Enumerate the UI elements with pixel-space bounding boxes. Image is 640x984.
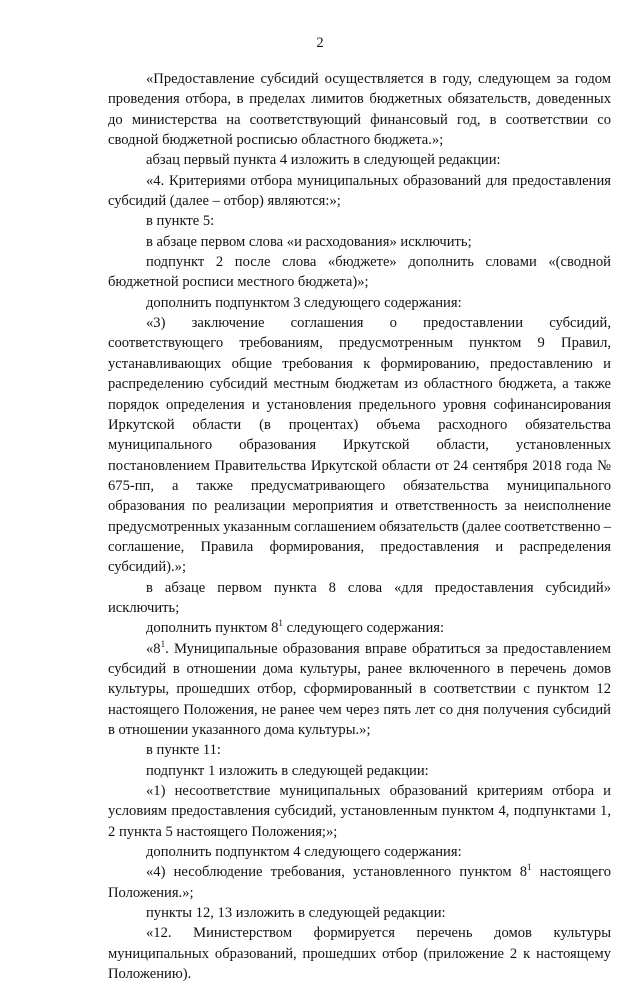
paragraph-12: в пункте 11: xyxy=(146,742,221,759)
paragraph-11-after: . Муниципальные образования вправе обратиться за предоставлением субсидий в отношении дома культуры, ранее включенного в перечень домов культуры, прошедших отбор, сформированный в соответствии с пунктом 12 настоящего Положения, не ранее чем через пять лет со дня получения субсидий в отношении указанного дома культуры.»; xyxy=(108,640,611,738)
superscript: 1 xyxy=(527,862,532,873)
paragraph-1: «Предоставление субсидий осуществляется в году, следующем за годом проведения отбора, в пределах лимитов бюджетных обязательств, доведенных до министерства на соответствующий финансовый год, в соответствии со сводной бюджетной росписью областного бюджета.»; xyxy=(108,71,611,149)
paragraph-14: «1) несоответствие муниципальных образований критериям отбора и условиям предоставления субсидий, установленным пунктом 4, подпунктами 1, 2 пункта 5 настоящего Положения;»; xyxy=(108,783,611,840)
paragraph-3: «4. Критериями отбора муниципальных образований для предоставления субсидий (далее – отбор) являются:»; xyxy=(108,172,611,210)
paragraph-7: дополнить подпунктом 3 следующего содержания: xyxy=(146,294,462,311)
paragraph-17: пункты 12, 13 изложить в следующей редакции: xyxy=(146,905,446,922)
paragraph-4: в пункте 5: xyxy=(146,213,215,230)
paragraph-5: в абзаце первом слова «и расходования» исключить; xyxy=(146,233,472,250)
paragraph-16-before: «4) несоблюдение требования, установленного пунктом 8 xyxy=(146,864,528,881)
page-number: 2 xyxy=(316,35,324,51)
paragraph-13: подпункт 1 изложить в следующей редакции: xyxy=(146,762,429,779)
document-body xyxy=(108,69,611,984)
paragraph-8: «3) заключение соглашения о предоставлении субсидий, соответствующего требованиям, предусмотренным пунктом 9 Правил, устанавливающих общие требования к формированию, предоставлению и распределению субсидий местным бюджетам из областного бюджета, а также порядок определения и установления предельного уровня софинансирования Иркутской области (в процентах) объема расходного обязательства муниципального образования Иркутской области, установленных постановлением Правительства Иркутской области от 24 сентября 2018 года № 675-пп, а также предусматривающего обязательства муниципального образования по реализации мероприятия и ответственность за неисполнение предусмотренных указанным соглашением обязательств (далее соответственно – соглашение, Правила формирования, предоставления и распределения субсидий).»; xyxy=(108,315,611,576)
paragraph-15: дополнить подпунктом 4 следующего содержания: xyxy=(146,844,462,861)
paragraph-16-after: настоящего Положения.»; xyxy=(108,864,612,901)
paragraph-16 xyxy=(108,862,611,903)
paragraph-10 xyxy=(108,618,611,638)
paragraph-11-before: «8 xyxy=(146,640,161,657)
paragraph-10-after: следующего содержания: xyxy=(282,620,445,637)
paragraph-10-before: дополнить пунктом 8 xyxy=(146,620,279,637)
paragraph-11 xyxy=(108,639,611,741)
paragraph-9: в абзаце первом пункта 8 слова «для предоставления субсидий» исключить; xyxy=(108,579,611,616)
paragraph-6: подпункт 2 после слова «бюджете» дополнить словами «(сводной бюджетной росписи местного бюджета)»; xyxy=(108,254,611,291)
paragraph-18: «12. Министерством формируется перечень домов культуры муниципальных образований, прошедших отбор (приложение 2 к настоящему Положению). xyxy=(108,925,611,983)
superscript: 1 xyxy=(278,618,283,629)
superscript: 1 xyxy=(160,638,166,649)
paragraph-2: абзац первый пункта 4 изложить в следующей редакции: xyxy=(146,152,501,169)
